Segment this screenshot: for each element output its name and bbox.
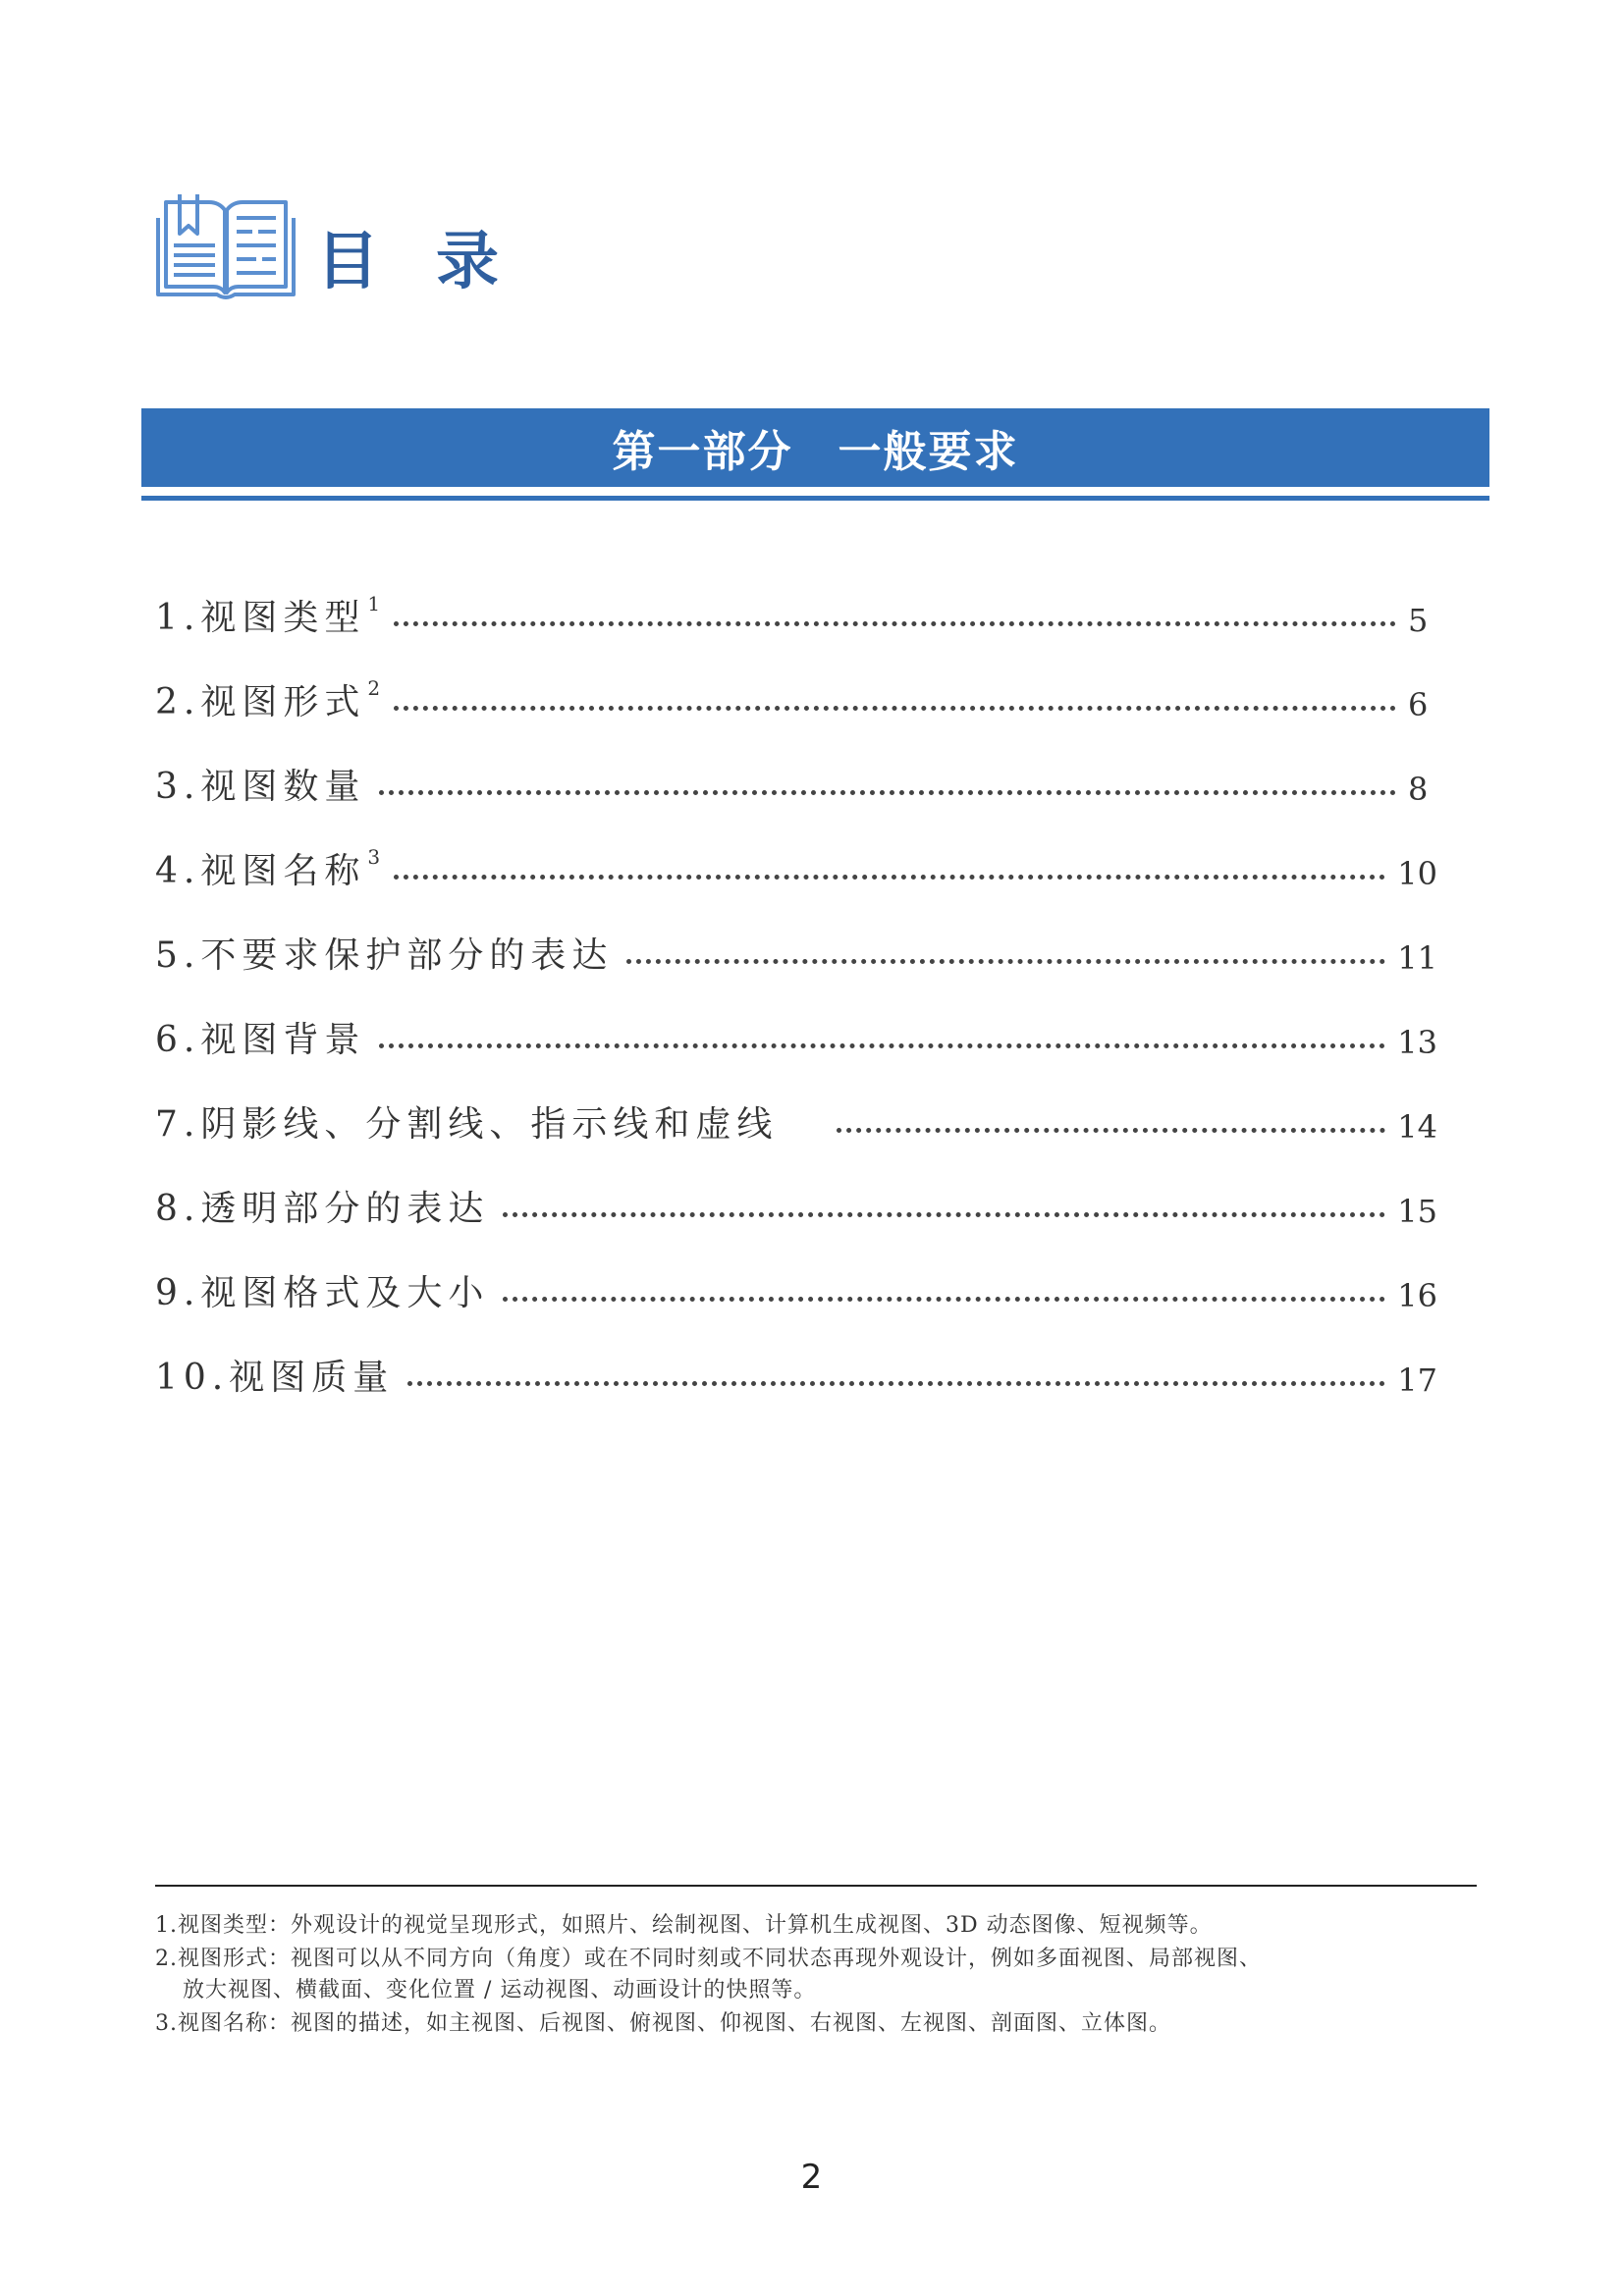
dot-leader [837, 1128, 1385, 1133]
dot-leader [394, 875, 1385, 880]
dot-leader [503, 1297, 1385, 1302]
footnote-divider [155, 1885, 1477, 1887]
dot-leader [394, 621, 1396, 626]
toc-page-number: 8 [1408, 771, 1429, 808]
section-title: 第一部分 一般要求 [612, 427, 1019, 477]
footnote-2: 2.视图形式：视图可以从不同方向（角度）或在不同时刻或不同状态再现外观设计，例如多面视图、局部视图、 [155, 1947, 1262, 1971]
toc-entry-5[interactable] [155, 915, 1437, 977]
dot-leader [379, 790, 1396, 795]
footnote-1: 1.视图类型：外观设计的视觉呈现形式，如照片、绘制视图、计算机生成视图、3D 动态图像、短视频等。 [155, 1913, 1213, 1938]
toc-entry-1[interactable] [155, 577, 1437, 639]
page-number: 2 [800, 2158, 823, 2197]
toc-page-number: 13 [1397, 1024, 1437, 1061]
footnote-ref: 1 [367, 592, 381, 615]
dot-leader [379, 1043, 1385, 1048]
toc-entry-label: 6.视图背景 [155, 1020, 366, 1060]
toc-page-number: 10 [1397, 855, 1437, 892]
toc-page-number: 6 [1408, 686, 1429, 723]
dot-leader [503, 1212, 1385, 1217]
page-title-char-1: 目 [316, 225, 379, 298]
dot-leader [626, 959, 1385, 964]
toc-entry-label: 8.透明部分的表达 [155, 1189, 490, 1229]
section-underline [141, 496, 1489, 501]
toc-entry-label: 9.视图格式及大小 [155, 1273, 490, 1313]
toc-page-number: 11 [1397, 939, 1437, 977]
toc-entry-10[interactable] [155, 1337, 1437, 1399]
toc-entry-label: 10.视图质量 [155, 1358, 395, 1398]
toc-entry-label: 7.阴影线、分割线、指示线和虚线 [155, 1104, 779, 1145]
toc-entry-label: 1.视图类型 $^1$ [155, 592, 381, 638]
toc-entry-label: 3.视图数量 [155, 767, 366, 807]
toc-page-number: 15 [1397, 1193, 1437, 1230]
toc-entry-label: 2.视图形式 $^2$ [155, 676, 381, 722]
toc-page-number: 16 [1397, 1277, 1437, 1314]
toc-page-number: 5 [1408, 602, 1429, 639]
toc-entry-6[interactable] [155, 999, 1437, 1061]
page-title [316, 211, 499, 301]
open-book-icon [154, 190, 298, 300]
footnote-ref: 2 [367, 676, 381, 700]
page-title-char-2: 录 [436, 225, 499, 298]
toc-entry-2[interactable] [155, 662, 1437, 721]
footnote-ref: 3 [367, 845, 381, 869]
dot-leader [407, 1381, 1385, 1386]
footnote-3: 3.视图名称：视图的描述，如主视图、后视图、俯视图、仰视图、右视图、左视图、剖面图、立体图。 [155, 2011, 1171, 2036]
toc-page-number: 14 [1397, 1108, 1437, 1146]
toc-entry-4[interactable] [155, 830, 1437, 892]
toc-page-number: 17 [1397, 1362, 1437, 1399]
toc-entry-7[interactable] [155, 1084, 1437, 1146]
toc-entry-label: 5.不要求保护部分的表达 [155, 935, 614, 976]
dot-leader [394, 706, 1396, 711]
toc-entry-3[interactable] [155, 746, 1437, 808]
toc-entry-label: 4.视图名称 $^3$ [155, 845, 381, 891]
toc-entry-8[interactable] [155, 1168, 1437, 1230]
toc-entry-9[interactable] [155, 1253, 1437, 1314]
footnote-2-continued: 放大视图、横截面、变化位置 / 运动视图、动画设计的快照等。 [183, 1978, 817, 2002]
section-banner [141, 408, 1489, 487]
